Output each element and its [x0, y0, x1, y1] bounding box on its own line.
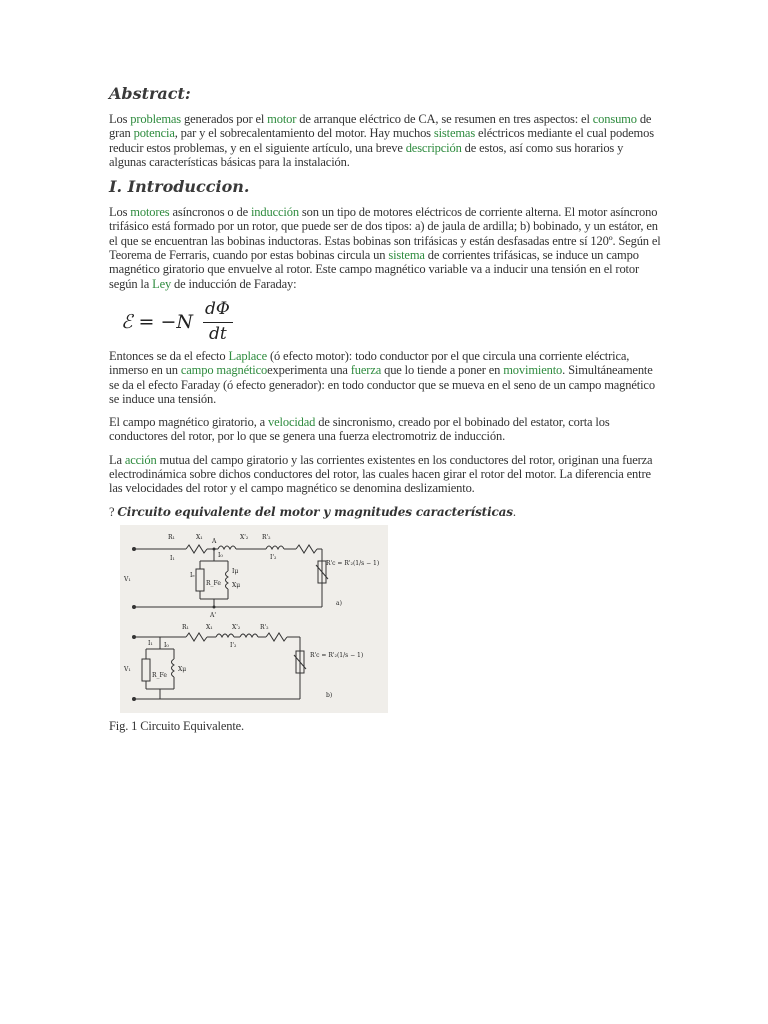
article-body: [109, 84, 661, 733]
intro-paragraph-4: La acción mutua del campo giratorio y las corrientes existentes en los conductores del rotor, originan una fuerza electrodinámica sobre dichos conductores del rotor, las cuales hacen girar el rotor del motor. La diferencia entre las velocidades del rotor y el campo magnético se denomina deslizamiento.: [109, 452, 653, 496]
link-campo-magnetico[interactable]: campo magnético: [180, 363, 268, 378]
label-node-a: A: [212, 537, 217, 545]
link-ley[interactable]: Ley: [152, 276, 172, 291]
label-xmu-a: Xμ: [232, 581, 241, 589]
label-x2-a: X'₂: [240, 533, 249, 541]
label-imu-a: Iμ: [232, 567, 239, 575]
link-induccion[interactable]: inducción: [250, 205, 299, 220]
link-sistemas[interactable]: sistemas: [433, 126, 476, 141]
label-node-a-prime: A': [210, 611, 216, 619]
abstract-paragraph: Los problemas generados por el motor de arranque eléctrico de CA, se resumen en tres aspectos: el consumo de gran potencia, par y el sobrecalentamiento del motor. Hay muchos sistemas eléctricos mediante el cual podemos reducir estos problemas, y en el siguiente artículo, una breve descripción de estos, así como sus horarios y algunas características básicas para la instalación.: [109, 112, 654, 169]
figure-caption: Fig. 1 Circuito Equivalente.: [109, 718, 245, 733]
link-velocidad[interactable]: velocidad: [268, 415, 316, 430]
label-ife-a: Iₑ: [190, 571, 195, 579]
label-x1-b: X₁: [206, 623, 213, 631]
label-v1-a: V₁: [124, 575, 131, 583]
label-r1-b: R₁: [182, 623, 189, 631]
equation-lhs: ℰ = −N: [121, 310, 194, 333]
label-r2-b: R'₂: [260, 623, 269, 631]
link-fuerza[interactable]: fuerza: [350, 363, 382, 378]
label-i0-a: I₀: [218, 551, 223, 559]
label-r1-a: R₁: [168, 533, 175, 541]
link-problemas[interactable]: problemas: [130, 112, 182, 126]
label-circuit-b: b): [326, 691, 333, 699]
intro-paragraph-3: El campo magnético giratorio, a velocidad de sincronismo, creado por el bobinado del estator, corta los conductores del rotor, por lo que se genera una fuerza electromotriz de inducción.: [109, 415, 610, 444]
link-potencia[interactable]: potencia: [133, 126, 175, 141]
equation-denominator: dt: [209, 323, 227, 344]
equation-fraction-bar: [203, 322, 233, 323]
link-movimiento[interactable]: movimiento: [503, 363, 563, 378]
label-v1-b: V₁: [124, 665, 131, 673]
intro-paragraph-1: Los motores asíncronos o de inducción son un tipo de motores eléctricos de corriente alterna. El motor asíncrono trifásico está formado por un rotor, que puede ser de dos tipos: a) de jaula de ardilla; b) bobinado, y un estátor, en el que se encuentran las bobinas inductoras. Estas bobinas son trifásicas y están desfasadas entre sí 120º. Según el Teorema de Ferraris, cuando por estas bobinas circula un sistema de corrientes trifásicas, se induce un campo magnético giratorio que envuelve al rotor. Este campo magnético variable va a inducir una tensión en el rotor según la Ley de inducción de Faraday:: [109, 205, 661, 291]
link-motores[interactable]: motores: [130, 205, 170, 220]
intro-paragraph-2: Entonces se da el efecto Laplace (ó efecto motor): todo conductor por el que circula una corriente eléctrica, inmerso en un campo magnéticoexperimenta una fuerza que lo tiende a poner en movimiento. Simultáneamente se da el efecto Faraday (ó efecto generador): en todo conductor que se mueva en el seno de un campo magnético se induce una tensión.: [109, 348, 655, 406]
circuit-diagram: [120, 525, 388, 713]
label-i1-a: I₁: [170, 554, 175, 562]
equivalent-circuit-figure: [109, 525, 661, 713]
link-consumo[interactable]: consumo: [592, 112, 637, 126]
label-rc-b: R'c = R'₂(1/s − 1): [310, 651, 364, 659]
label-i1-b: I₁: [148, 639, 153, 647]
label-r2-a: R'₂: [262, 533, 271, 541]
label-x1-a: X₁: [196, 533, 203, 541]
label-rc-a: R'c = R'₂(1/s − 1): [326, 559, 380, 567]
link-accion[interactable]: acción: [124, 452, 157, 467]
label-i2-b: I'₂: [230, 641, 237, 649]
link-motor[interactable]: motor: [267, 112, 297, 126]
faraday-equation: [121, 299, 661, 345]
label-xmu-b: Xμ: [178, 665, 187, 673]
link-sistema[interactable]: sistema: [388, 248, 425, 263]
intro-heading: I. Introduccion.: [109, 177, 250, 197]
label-x2-b: X'₂: [232, 623, 241, 631]
link-descripcion[interactable]: descripción: [405, 140, 462, 155]
label-i2-a: I'₂: [270, 553, 277, 561]
circuit-subtitle: ? Circuito equivalente del motor y magnitudes características.: [109, 504, 516, 519]
equation-numerator: dΦ: [205, 298, 230, 319]
label-i0-b: I₀: [164, 641, 169, 649]
label-circuit-a: a): [336, 599, 342, 607]
label-rfe-a: R_Fe: [206, 579, 221, 587]
link-laplace[interactable]: Laplace: [228, 348, 267, 363]
abstract-heading: Abstract:: [109, 84, 191, 103]
label-rfe-b: R_Fe: [152, 671, 167, 679]
